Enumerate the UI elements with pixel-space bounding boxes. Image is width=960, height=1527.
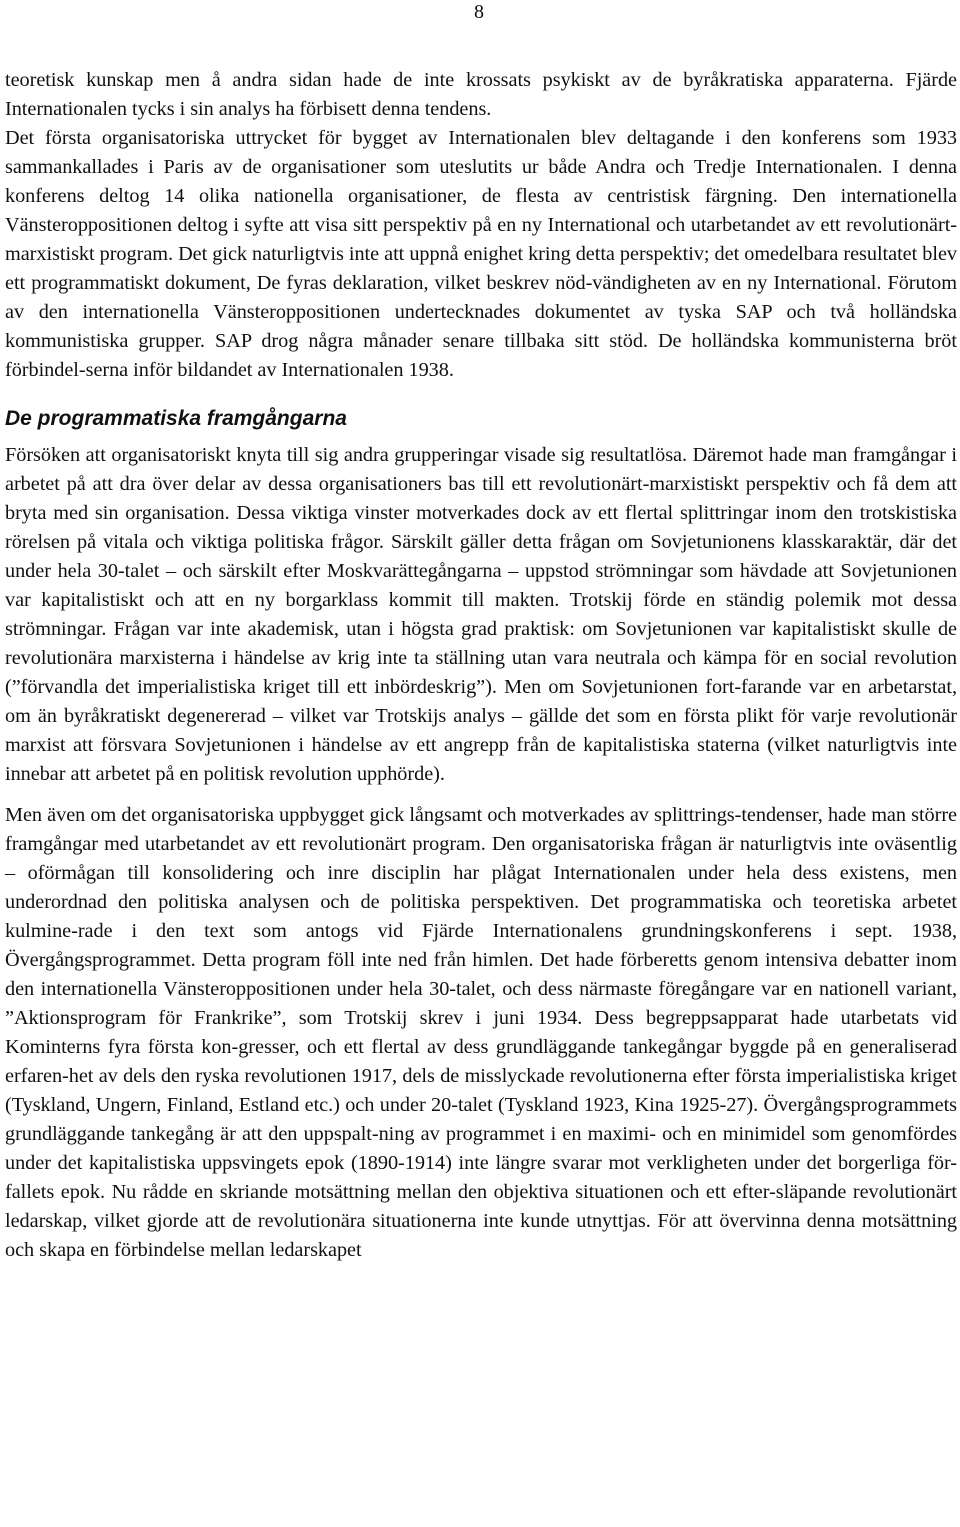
paragraph-intro-continuation: teoretisk kunskap men å andra sidan hade de inte krossats psykiskt av de byråkratiska apparaterna. Fjärde Internationalen tycks i sin analys ha förbisett denna tendens. [5,69,957,120]
section-heading: De programmatiska framgångarna [5,407,347,430]
paragraph-programmatic-successes: Försöken att organisatoriskt knyta till sig andra grupperingar visade sig resultatlösa. Däremot hade man framgångar i arbetet på att dra över delar av dessa organisationers bas till ett revolutionärt-marxistiskt perspektiv och få dem att bryta med sin organisation. Dessa viktiga vinster motverkades dock av ett flertal splittringar inom den trotskistiska rörelsen på vitala och viktiga politiska frågor. Särskilt gäller detta frågan om Sovjetunionens klasskaraktär, där det under hela 30-talet – och särskilt efter Moskvarättegångarna – uppstod strömningar som hävdade att Sovjetunionen var kapitalistiskt och att en ny borgarklass kommit till makten. Trotskij förde en ständig polemik mot dessa strömningar. Frågan var inte akademisk, utan i högsta grad praktisk: om Sovjetunionen var kapitalistiskt skulle de revolutionära marxisterna i händelse av krig inte ta ställning utan vara neutrala och kämpa för en social revolution (”förvandla det imperialistiska kriget till ett inbördeskrig”). Men om Sovjetunionen fort-farande var en arbetarstat, om än byråkratiskt degenererad – vilket var Trotskijs analys – gällde det som en första plikt för varje revolutionär marxist att försvara Sovjetunionen i händelse av ett angrepp från de kapitalistiska staterna (vilket naturligtvis inte innebar att arbetet på en politisk revolution upphörde). [5,444,957,785]
paragraph-paris-conference: Det första organisatoriska uttrycket för bygget av Internationalen blev deltagande i den konferens som 1933 sammankallades i Paris av de organisationer som uteslutits ur både Andra och Tredje Internationalen. I denna konferens deltog 14 olika nationella organisationer, de flesta av centristisk färgning. Den internationella Vänsteroppositionen deltog i syfte att visa sitt perspektiv på en ny International och utarbetandet av ett revolutionärt-marxistiskt program. Det gick naturligtvis inte att uppnå enighet kring detta perspektiv; det omedelbara resultatet blev ett programmatiskt dokument, De fyras deklaration, vilket beskrev nöd-vändigheten av en ny International. Förutom av den internationella Vänsteroppositionen undertecknades dokumentet av tyska SAP och två holländska kommunistiska grupper. SAP drog några månader senare tillbaka sitt stöd. De holländska kommunisterna bröt förbindel-serna inför bildandet av Internationalen 1938. [5,127,957,381]
page-number: 8 [474,1,484,23]
paragraph-transitional-program: Men även om det organisatoriska uppbygget gick långsamt och motverkades av splittrings-tendenser, hade man större framgångar med utarbetandet av ett revolutionärt program. Den organisatoriska frågan är naturligtvis inte oväsentlig – oförmågan till konsolidering och inre disciplin har plågat Internationalen under hela dess existens, men underordnad den politiska analysen och de politiska perspektiven. Det programmatiska och teoretiska arbetet kulmine-rade i den text som antogs vid Fjärde Internationalens grundningskonferens i sept. 1938, Övergångsprogrammet. Detta program föll inte ned från himlen. Det hade förberetts genom intensiva debatter inom den internationella Vänsteroppositionen under hela 30-talet, och dess närmaste föregångare var en nationell variant, ”Aktionsprogram för Frankrike”, som Trotskij skrev i juni 1934. Dess begreppsapparat hade utarbetats vid Kominterns fyra första kon-gresser, och ett flertal av dess grundläggande tankegångar byggde på en generaliserad erfaren-het av dels den ryska revolutionen 1917, dels de misslyckade revolutionerna efter första imperialistiska kriget (Tyskland, Ungern, Finland, Estland etc.) och under 20-talet (Tyskland 1923, Kina 1925-27). Övergångsprogrammets grundläggande tankegång är att den uppspalt-ning av programmet i en maximi- och en minimidel som genomfördes under det kapitalistiska uppsvingets epok (1890-1914) inte längre svarar mot verkligheten under det borgerliga för-fallets epok. Nu rådde en skriande motsättning mellan den objektiva situationen och ett efter-släpande revolutionärt ledarskap, vilket gjorde att de revolutionära situationerna inte kunde utnyttjas. För att övervinna denna motsättning och skapa en förbindelse mellan ledarskapet [5,804,957,1261]
document-body [5,66,957,1265]
